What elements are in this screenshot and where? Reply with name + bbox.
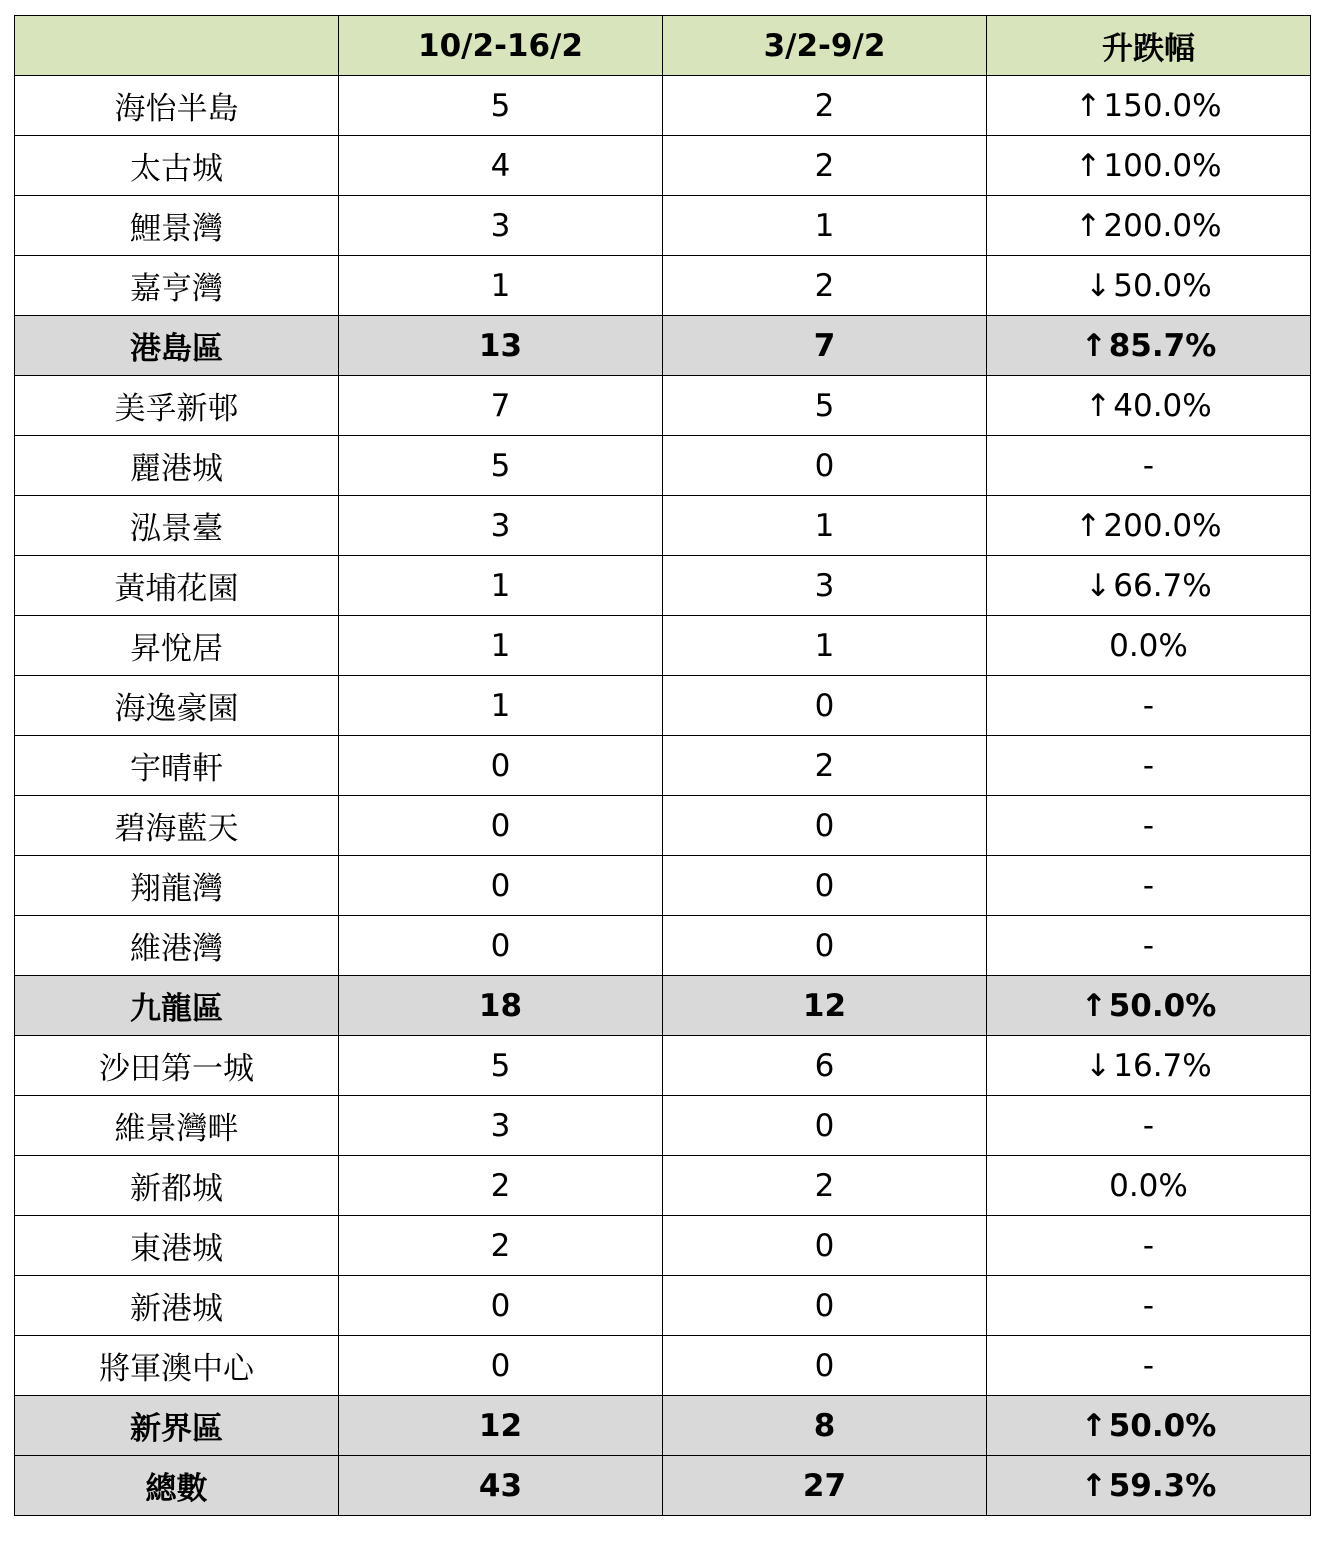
- change-cell: [987, 916, 1311, 976]
- transactions-table: [14, 15, 1311, 1516]
- current-week-cell: 0: [339, 796, 663, 856]
- subtotal-row: [15, 1456, 1311, 1516]
- current-week-cell: 3: [339, 1096, 663, 1156]
- subtotal-row: [15, 976, 1311, 1036]
- header-current-week: 10/2-16/2: [339, 16, 663, 76]
- estate-name-cell: 鯉景灣: [15, 196, 339, 256]
- previous-week-cell: 0: [663, 1276, 987, 1336]
- change-value: 16.7%: [1113, 1047, 1212, 1084]
- change-cell: [987, 676, 1311, 736]
- previous-week-cell: 0: [663, 1096, 987, 1156]
- estate-name-cell: 麗港城: [15, 436, 339, 496]
- change-cell: [987, 436, 1311, 496]
- table-row: [15, 136, 1311, 196]
- previous-week-cell: 2: [663, 736, 987, 796]
- arrow-up-icon: ↑: [1080, 327, 1107, 364]
- previous-week-cell: 0: [663, 856, 987, 916]
- table-row: [15, 1276, 1311, 1336]
- table-row: [15, 1036, 1311, 1096]
- previous-week-cell: 2: [663, 76, 987, 136]
- current-week-cell: 1: [339, 556, 663, 616]
- table-row: [15, 376, 1311, 436]
- subtotal-row: [15, 316, 1311, 376]
- change-value: -: [1142, 687, 1155, 724]
- header-previous-week: 3/2-9/2: [663, 16, 987, 76]
- change-cell: [987, 1156, 1311, 1216]
- header-row: [15, 16, 1311, 76]
- estate-name-cell: 新港城: [15, 1276, 339, 1336]
- current-week-cell: 0: [339, 856, 663, 916]
- change-cell: [987, 316, 1311, 376]
- estate-name-cell: 嘉亨灣: [15, 256, 339, 316]
- previous-week-cell: 27: [663, 1456, 987, 1516]
- change-value: 59.3%: [1108, 1467, 1217, 1504]
- change-cell: [987, 1276, 1311, 1336]
- current-week-cell: 3: [339, 196, 663, 256]
- current-week-cell: 3: [339, 496, 663, 556]
- current-week-cell: 2: [339, 1156, 663, 1216]
- arrow-up-icon: ↑: [1075, 207, 1102, 244]
- current-week-cell: 2: [339, 1216, 663, 1276]
- current-week-cell: 0: [339, 1336, 663, 1396]
- table-row: [15, 796, 1311, 856]
- change-cell: [987, 856, 1311, 916]
- change-cell: [987, 496, 1311, 556]
- previous-week-cell: 0: [663, 436, 987, 496]
- current-week-cell: 5: [339, 436, 663, 496]
- change-cell: [987, 736, 1311, 796]
- arrow-down-icon: ↓: [1085, 267, 1112, 304]
- change-cell: [987, 556, 1311, 616]
- change-value: -: [1142, 1347, 1155, 1384]
- change-cell: [987, 1456, 1311, 1516]
- change-value: 50.0%: [1108, 987, 1217, 1024]
- header-estate: [15, 16, 339, 76]
- previous-week-cell: 0: [663, 1336, 987, 1396]
- change-cell: [987, 1336, 1311, 1396]
- previous-week-cell: 0: [663, 796, 987, 856]
- current-week-cell: 0: [339, 736, 663, 796]
- change-cell: [987, 76, 1311, 136]
- subtotal-row: [15, 1396, 1311, 1456]
- change-value: -: [1142, 747, 1155, 784]
- change-value: -: [1142, 1227, 1155, 1264]
- change-cell: [987, 796, 1311, 856]
- table-row: [15, 496, 1311, 556]
- table-row: [15, 1336, 1311, 1396]
- table-row: [15, 736, 1311, 796]
- current-week-cell: 1: [339, 676, 663, 736]
- estate-name-cell: 將軍澳中心: [15, 1336, 339, 1396]
- previous-week-cell: 0: [663, 676, 987, 736]
- previous-week-cell: 1: [663, 616, 987, 676]
- change-value: 40.0%: [1113, 387, 1212, 424]
- table-row: [15, 1216, 1311, 1276]
- table-row: [15, 556, 1311, 616]
- change-value: -: [1142, 867, 1155, 904]
- change-value: 200.0%: [1103, 207, 1222, 244]
- arrow-down-icon: ↓: [1085, 567, 1112, 604]
- previous-week-cell: 5: [663, 376, 987, 436]
- change-value: 150.0%: [1103, 87, 1222, 124]
- arrow-up-icon: ↑: [1080, 987, 1107, 1024]
- header-change: 升跌幅: [987, 16, 1311, 76]
- table-row: [15, 256, 1311, 316]
- estate-name-cell: 海怡半島: [15, 76, 339, 136]
- change-value: 50.0%: [1108, 1407, 1217, 1444]
- estate-name-cell: 翔龍灣: [15, 856, 339, 916]
- estate-name-cell: 維港灣: [15, 916, 339, 976]
- arrow-down-icon: ↓: [1085, 1047, 1112, 1084]
- change-value: 66.7%: [1113, 567, 1212, 604]
- estate-name-cell: 沙田第一城: [15, 1036, 339, 1096]
- table-row: [15, 916, 1311, 976]
- previous-week-cell: 12: [663, 976, 987, 1036]
- estate-name-cell: 宇晴軒: [15, 736, 339, 796]
- arrow-up-icon: ↑: [1080, 1407, 1107, 1444]
- current-week-cell: 7: [339, 376, 663, 436]
- table-row: [15, 76, 1311, 136]
- table-row: [15, 1156, 1311, 1216]
- change-cell: [987, 136, 1311, 196]
- estate-name-cell: 碧海藍天: [15, 796, 339, 856]
- table-row: [15, 436, 1311, 496]
- table-row: [15, 1096, 1311, 1156]
- change-value: 50.0%: [1113, 267, 1212, 304]
- current-week-cell: 5: [339, 76, 663, 136]
- table-body: [15, 76, 1311, 1516]
- current-week-cell: 4: [339, 136, 663, 196]
- previous-week-cell: 2: [663, 1156, 987, 1216]
- estate-name-cell: 東港城: [15, 1216, 339, 1276]
- estate-name-cell: 泓景臺: [15, 496, 339, 556]
- estate-name-cell: 新界區: [15, 1396, 339, 1456]
- previous-week-cell: 2: [663, 256, 987, 316]
- change-value: 0.0%: [1109, 627, 1188, 664]
- arrow-up-icon: ↑: [1075, 147, 1102, 184]
- change-cell: [987, 976, 1311, 1036]
- estate-name-cell: 總數: [15, 1456, 339, 1516]
- arrow-up-icon: ↑: [1075, 507, 1102, 544]
- previous-week-cell: 2: [663, 136, 987, 196]
- current-week-cell: 43: [339, 1456, 663, 1516]
- current-week-cell: 0: [339, 1276, 663, 1336]
- change-cell: [987, 1096, 1311, 1156]
- change-value: -: [1142, 927, 1155, 964]
- current-week-cell: 1: [339, 616, 663, 676]
- change-cell: [987, 616, 1311, 676]
- estate-name-cell: 九龍區: [15, 976, 339, 1036]
- change-value: -: [1142, 447, 1155, 484]
- current-week-cell: 13: [339, 316, 663, 376]
- previous-week-cell: 8: [663, 1396, 987, 1456]
- previous-week-cell: 7: [663, 316, 987, 376]
- change-cell: [987, 196, 1311, 256]
- previous-week-cell: 3: [663, 556, 987, 616]
- current-week-cell: 18: [339, 976, 663, 1036]
- estate-name-cell: 新都城: [15, 1156, 339, 1216]
- change-value: 0.0%: [1109, 1167, 1188, 1204]
- change-value: -: [1142, 807, 1155, 844]
- estate-name-cell: 維景灣畔: [15, 1096, 339, 1156]
- current-week-cell: 1: [339, 256, 663, 316]
- arrow-up-icon: ↑: [1080, 1467, 1107, 1504]
- previous-week-cell: 0: [663, 916, 987, 976]
- change-cell: [987, 256, 1311, 316]
- previous-week-cell: 1: [663, 196, 987, 256]
- table-row: [15, 616, 1311, 676]
- change-value: 85.7%: [1108, 327, 1217, 364]
- previous-week-cell: 1: [663, 496, 987, 556]
- current-week-cell: 5: [339, 1036, 663, 1096]
- arrow-up-icon: ↑: [1075, 87, 1102, 124]
- estate-name-cell: 太古城: [15, 136, 339, 196]
- change-value: -: [1142, 1107, 1155, 1144]
- change-cell: [987, 376, 1311, 436]
- previous-week-cell: 0: [663, 1216, 987, 1276]
- current-week-cell: 0: [339, 916, 663, 976]
- estate-name-cell: 美孚新邨: [15, 376, 339, 436]
- change-cell: [987, 1396, 1311, 1456]
- change-value: 200.0%: [1103, 507, 1222, 544]
- estate-name-cell: 黃埔花園: [15, 556, 339, 616]
- change-cell: [987, 1036, 1311, 1096]
- change-value: -: [1142, 1287, 1155, 1324]
- change-cell: [987, 1216, 1311, 1276]
- table-row: [15, 676, 1311, 736]
- table-row: [15, 856, 1311, 916]
- estate-name-cell: 港島區: [15, 316, 339, 376]
- arrow-up-icon: ↑: [1085, 387, 1112, 424]
- estate-name-cell: 昇悅居: [15, 616, 339, 676]
- current-week-cell: 12: [339, 1396, 663, 1456]
- change-value: 100.0%: [1103, 147, 1222, 184]
- table-row: [15, 196, 1311, 256]
- estate-name-cell: 海逸豪園: [15, 676, 339, 736]
- previous-week-cell: 6: [663, 1036, 987, 1096]
